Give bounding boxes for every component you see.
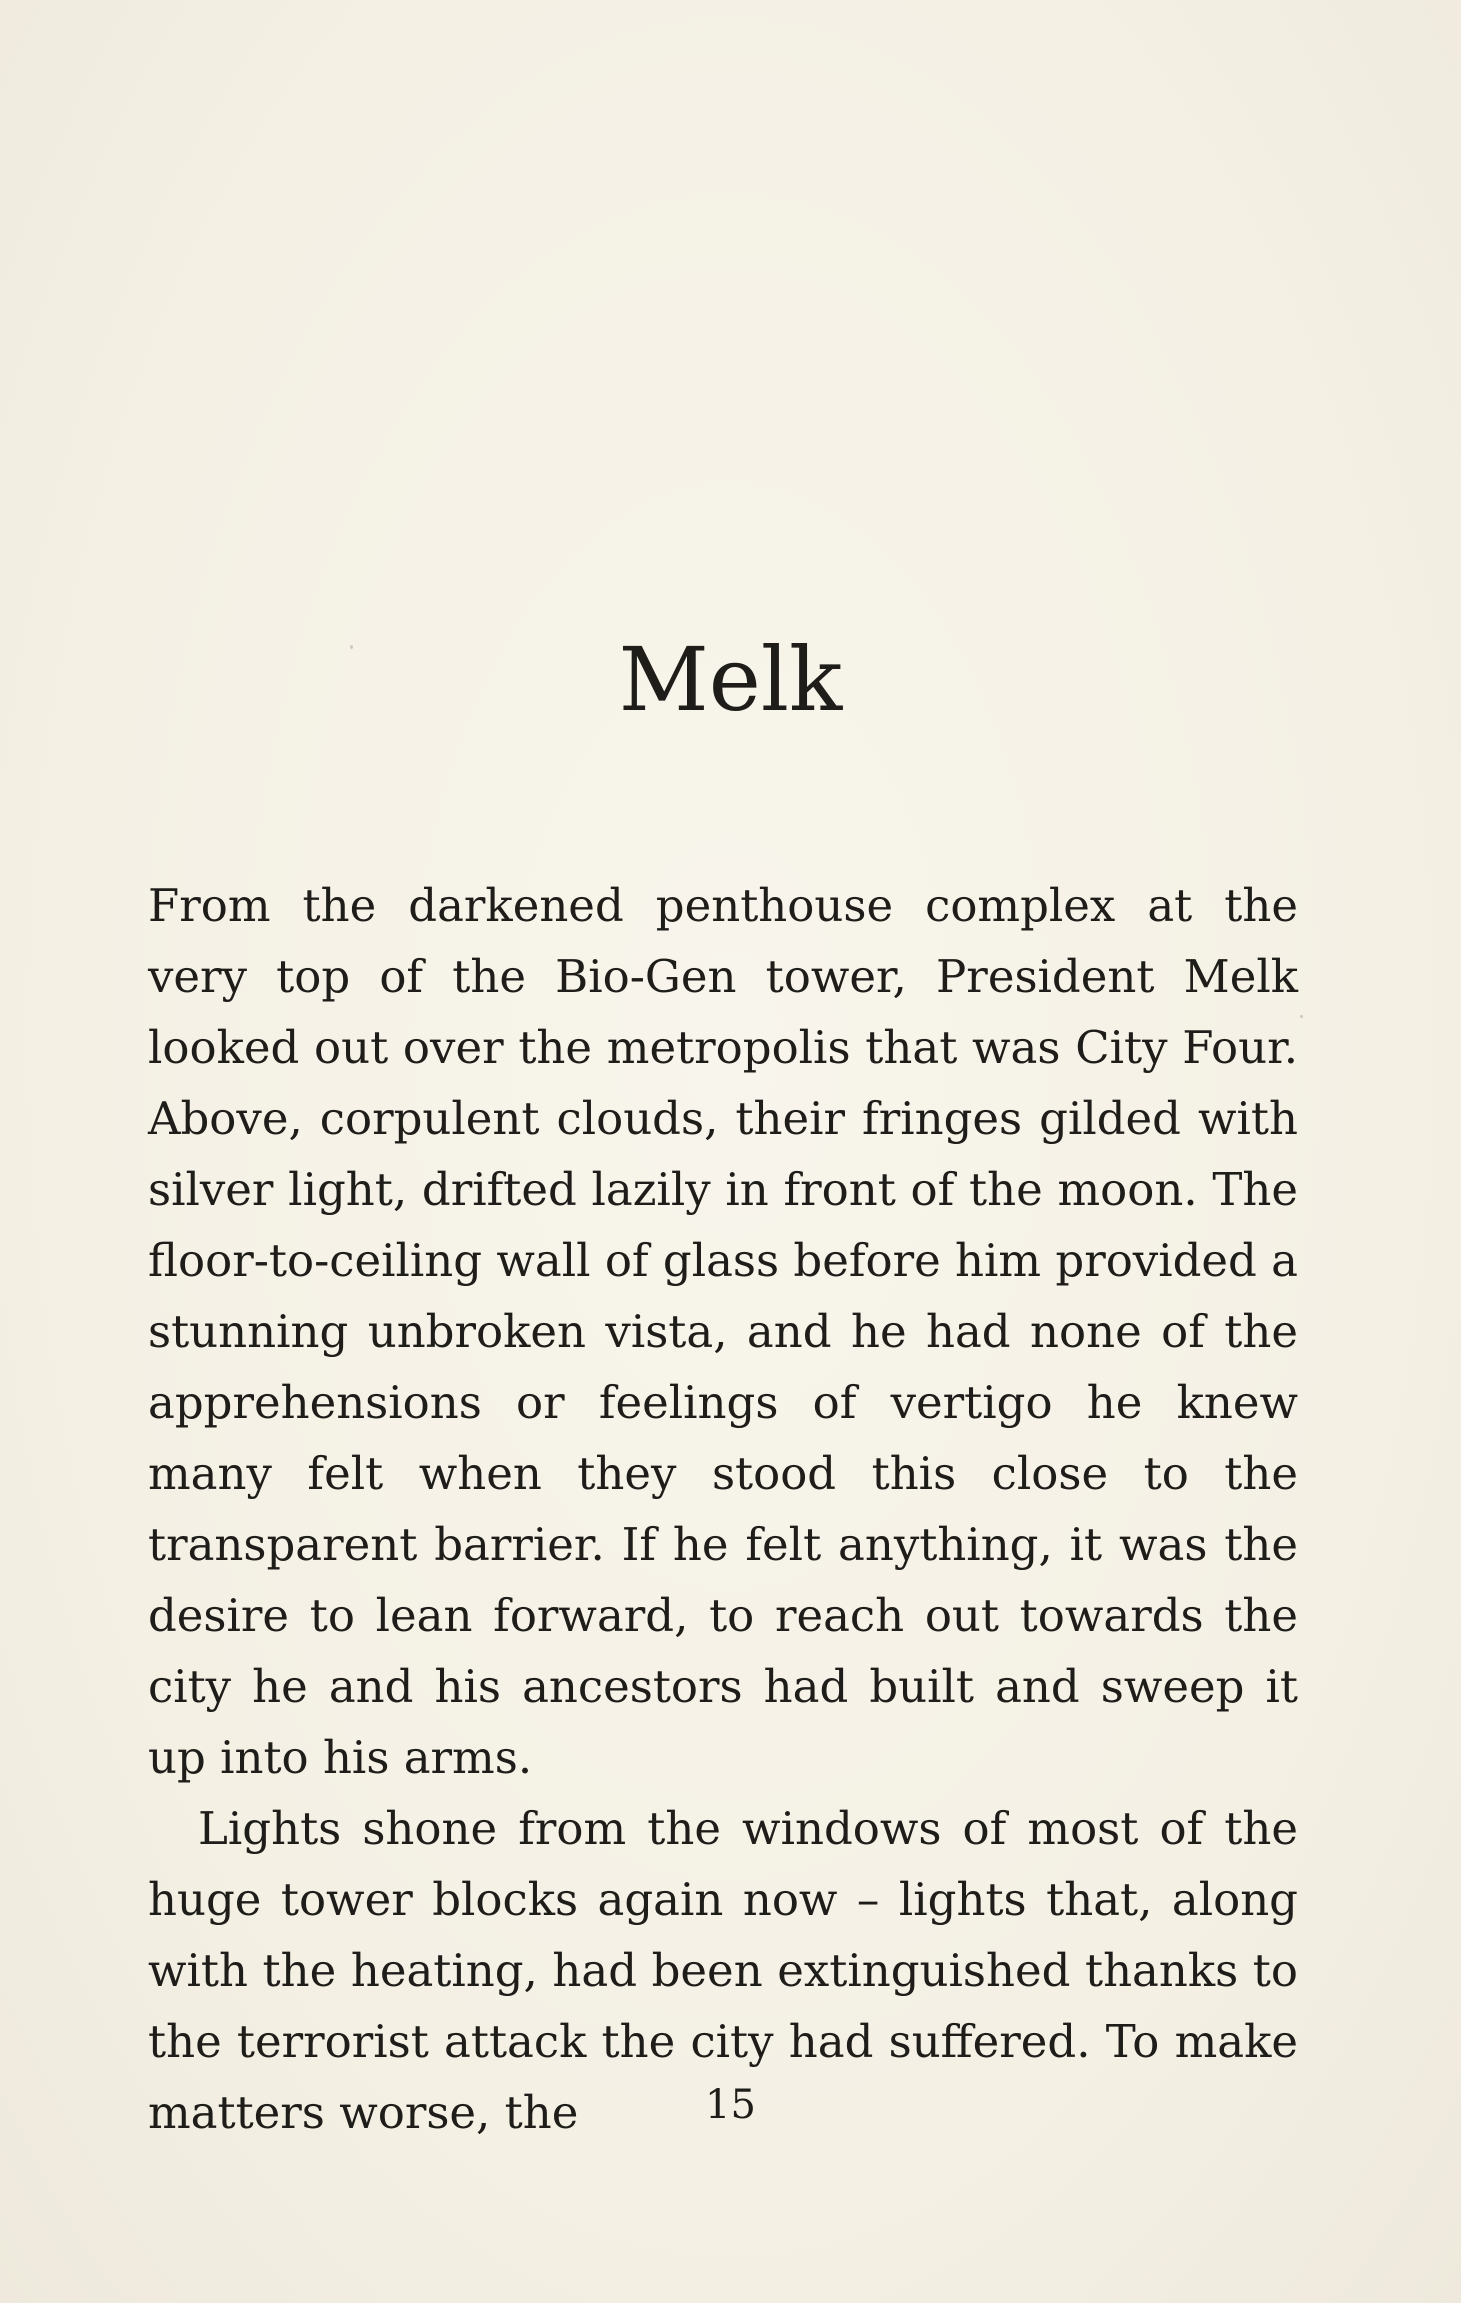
chapter-body [148,870,1298,2148]
page-number: 15 [705,2082,756,2128]
chapter-title: Melk [618,628,843,731]
paper-speck [1300,1015,1303,1018]
paragraph-1: From the darkened penthouse complex at the very top of the Bio-Gen tower, President Melk looked out over the metropolis that was City Four. Above, corpulent clouds, their fringes gilded with silver light, drifted lazily in front of the moon. The floor-to-ceiling wall of glass before him provided a stunning unbroken vista, and he had none of the apprehensions or feelings of vertigo he knew many felt when they stood this close to the transparent barrier. If he felt anything, it was the desire to lean forward, to reach out towards the city he and his ancestors had built and sweep it up into his arms. [148,879,1298,1784]
paragraph-2: Lights shone from the windows of most of the huge tower blocks again now – lights that, along with the heating, had been extinguished thanks to the terrorist attack the city had suffered. To make matters worse, the [148,1802,1298,2139]
